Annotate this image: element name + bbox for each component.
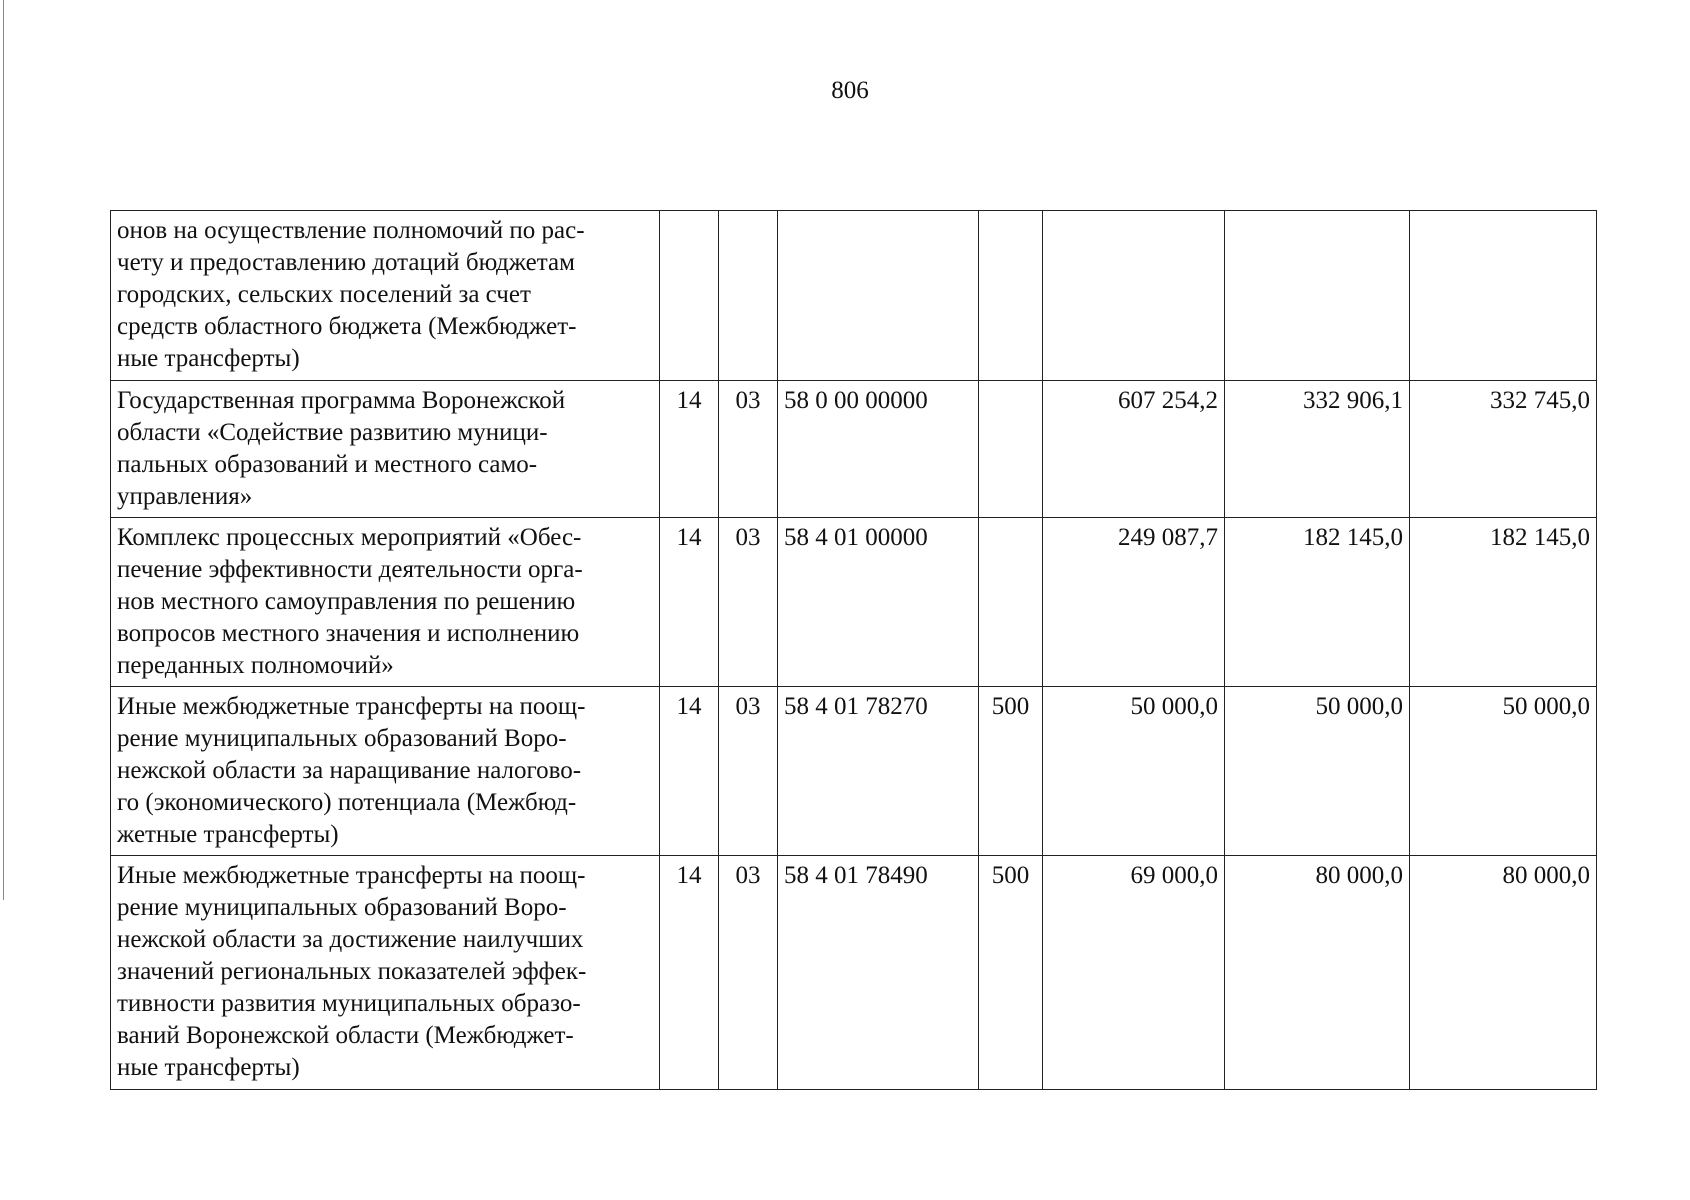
target-article-cell: 58 4 01 78490 <box>778 856 979 1090</box>
expense-name: онов на осуществление полномочий по рас- чету и предоставлению дотаций бюджетам городских, сельских поселений за счет средств областного бюджета (Межбюджет- ные трансферты) <box>117 217 585 372</box>
target-article-cell: 58 0 00 00000 <box>778 381 979 518</box>
amount-year2-cell: 80 000,0 <box>1225 856 1410 1090</box>
table-row <box>111 211 1597 381</box>
section-code-cell <box>660 211 719 381</box>
section-code-cell: 14 <box>660 687 719 856</box>
amount-year1-cell <box>1043 211 1225 381</box>
amount-year3-cell: 182 145,0 <box>1410 518 1597 687</box>
expense-type-cell <box>979 381 1043 518</box>
subsection-code-cell: 03 <box>719 856 778 1090</box>
expense-name: Государственная программа Воронежской области «Содействие развитию муници- пальных образований и местного само- управления» <box>117 387 566 510</box>
expense-name: Иные межбюджетные трансферты на поощ- рение муниципальных образований Воро- нежской области за достижение наилучших значений региональных показателей эффек- тивности развития муниципальных образо- ваний Воронежской области (Межбюджет- ные трансферты) <box>117 862 587 1081</box>
target-article-cell <box>778 211 979 381</box>
amount-year1-cell: 607 254,2 <box>1043 381 1225 518</box>
subsection-code-cell: 03 <box>719 518 778 687</box>
budget-table <box>110 210 1597 1090</box>
amount-year2-cell: 182 145,0 <box>1225 518 1410 687</box>
amount-year2-cell: 50 000,0 <box>1225 687 1410 856</box>
amount-year1-cell: 249 087,7 <box>1043 518 1225 687</box>
subsection-code-cell: 03 <box>719 381 778 518</box>
section-code-cell: 14 <box>660 856 719 1090</box>
section-code-cell: 14 <box>660 381 719 518</box>
table-body <box>111 211 1597 1090</box>
expense-name-cell <box>111 687 660 856</box>
expense-name-cell <box>111 211 660 381</box>
table-row <box>111 856 1597 1090</box>
amount-year2-cell <box>1225 211 1410 381</box>
amount-year3-cell <box>1410 211 1597 381</box>
target-article-cell: 58 4 01 00000 <box>778 518 979 687</box>
subsection-code-cell <box>719 211 778 381</box>
expense-type-cell: 500 <box>979 856 1043 1090</box>
amount-year1-cell: 50 000,0 <box>1043 687 1225 856</box>
amount-year3-cell: 80 000,0 <box>1410 856 1597 1090</box>
expense-name-cell <box>111 381 660 518</box>
expense-name-cell <box>111 518 660 687</box>
amount-year2-cell: 332 906,1 <box>1225 381 1410 518</box>
expense-name: Комплекс процессных мероприятий «Обес- печение эффективности деятельности орга- нов местного самоуправления по решению вопросов местного значения и исполнению переданных полномочий» <box>117 524 583 679</box>
amount-year3-cell: 50 000,0 <box>1410 687 1597 856</box>
expense-name: Иные межбюджетные трансферты на поощ- рение муниципальных образований Воро- нежской области за наращивание налогово- го (экономического) потенциала (Межбюд- жетные трансферты) <box>117 693 586 848</box>
section-code-cell: 14 <box>660 518 719 687</box>
expense-type-cell <box>979 211 1043 381</box>
amount-year3-cell: 332 745,0 <box>1410 381 1597 518</box>
expense-type-cell: 500 <box>979 687 1043 856</box>
page-number: 806 <box>831 77 869 104</box>
table-row <box>111 687 1597 856</box>
expense-name-cell <box>111 856 660 1090</box>
amount-year1-cell: 69 000,0 <box>1043 856 1225 1090</box>
table-row <box>111 381 1597 518</box>
table-row <box>111 518 1597 687</box>
target-article-cell: 58 4 01 78270 <box>778 687 979 856</box>
expense-type-cell <box>979 518 1043 687</box>
subsection-code-cell: 03 <box>719 687 778 856</box>
scan-edge-line <box>3 0 4 900</box>
